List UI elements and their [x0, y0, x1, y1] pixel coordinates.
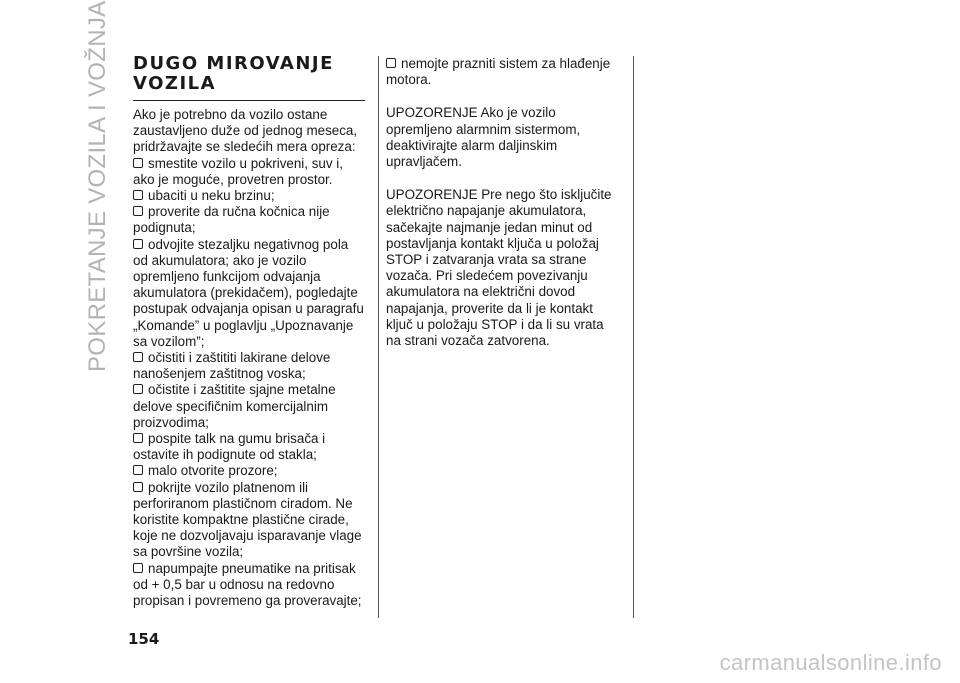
intro-paragraph: Ako je potrebno da vozilo ostane zaustavljeno duže od jednog meseca, pridržavajte se sledećih mera opreza:: [133, 107, 358, 155]
list-item: [133, 382, 365, 431]
column-right: [386, 56, 622, 366]
list-item: [133, 480, 365, 561]
list-item-text: odvojite stezaljku negativnog pola od akumulatora; ako je vozilo opremljeno funkcijom odvajanja akumulatora (prekidačem), pogledajte postupak odvajanja opisan u paragrafu „Komande” u poglavlju „Upoznavanje sa vozilom”;: [133, 236, 364, 349]
list-item-text: očistite i zaštitite sjajne metalne delove specifičnim komercijalnim proizvodima;: [133, 382, 336, 430]
bullet-list: [133, 156, 365, 610]
checkbox-bullet-icon: [133, 465, 143, 475]
page-number: 154: [128, 630, 160, 648]
watermark[interactable]: carmanualsonline.info: [719, 650, 942, 675]
list-item: [133, 237, 365, 350]
checkbox-bullet-icon: [133, 158, 143, 168]
list-item: [133, 561, 365, 610]
checkbox-bullet-icon: [133, 433, 143, 443]
list-item: [133, 204, 365, 236]
column-left: [133, 54, 365, 609]
list-item-text: malo otvorite prozore;: [148, 463, 278, 479]
list-item-text: napumpajte pneumatike na pritisak od + 0,5 bar u odnosu na redovno propisan i povremeno ga proveravajte;: [133, 560, 362, 609]
list-item-text: smestite vozilo u pokriveni, suv i, ako je moguće, provetren prostor.: [133, 155, 343, 187]
chapter-side-title: POKRETANJE VOZILA I VOŽNJA: [84, 0, 111, 372]
checkbox-bullet-icon: [133, 563, 143, 573]
list-item: [133, 463, 365, 479]
list-item: [386, 56, 622, 88]
checkbox-bullet-icon: [133, 239, 143, 249]
checkbox-bullet-icon: [133, 384, 143, 394]
column-divider-right: [633, 56, 634, 618]
checkbox-bullet-icon: [133, 352, 143, 362]
list-item-text: očistiti i zaštititi lakirane delove nanošenjem zaštitnog voska;: [133, 350, 331, 382]
section-heading: DUGO MIROVANJE VOZILA: [133, 54, 365, 101]
list-item-text: pokrijte vozilo platnenom ili perforiranom plastičnom ciradom. Ne koristite kompaktne plastične cirade, koje ne dozvoljavaju isparavanje vlage sa površine vozila;: [133, 479, 362, 560]
checkbox-bullet-icon: [386, 58, 396, 68]
checkbox-bullet-icon: [133, 482, 143, 492]
list-item: [133, 156, 365, 188]
list-item-text: pospite talk na gumu brisača i ostavite ih podignute od stakla;: [133, 431, 326, 463]
checkbox-bullet-icon: [133, 206, 143, 216]
column-divider-left: [378, 56, 379, 618]
list-item: [133, 431, 365, 463]
list-item-text: proverite da ručna kočnica nije podignuta;: [133, 204, 330, 236]
list-item-text: nemojte prazniti sistem za hlađenje motora.: [386, 56, 611, 88]
warning-paragraph: UPOZORENJE Ako je vozilo opremljeno alarmnim sistermom, deaktivirajte alarm daljinskim upravljačem.: [386, 105, 581, 170]
checkbox-bullet-icon: [133, 190, 143, 200]
list-item-text: ubaciti u neku brzinu;: [148, 188, 275, 204]
list-item: [133, 350, 365, 382]
warning-paragraph: UPOZORENJE Pre nego što isključite električno napajanje akumulatora, sačekajte najmanje jedan minut od postavljanja kontakt ključa u položaj STOP i zatvaranja vrata sa strane vozača. Pri sledećem povezivanju akumulatora na električni dovod napajanja, proverite da li je kontakt ključ u položaju STOP i da li su vrata na strani vozača zatvorena.: [386, 187, 612, 349]
list-item: [133, 188, 365, 204]
